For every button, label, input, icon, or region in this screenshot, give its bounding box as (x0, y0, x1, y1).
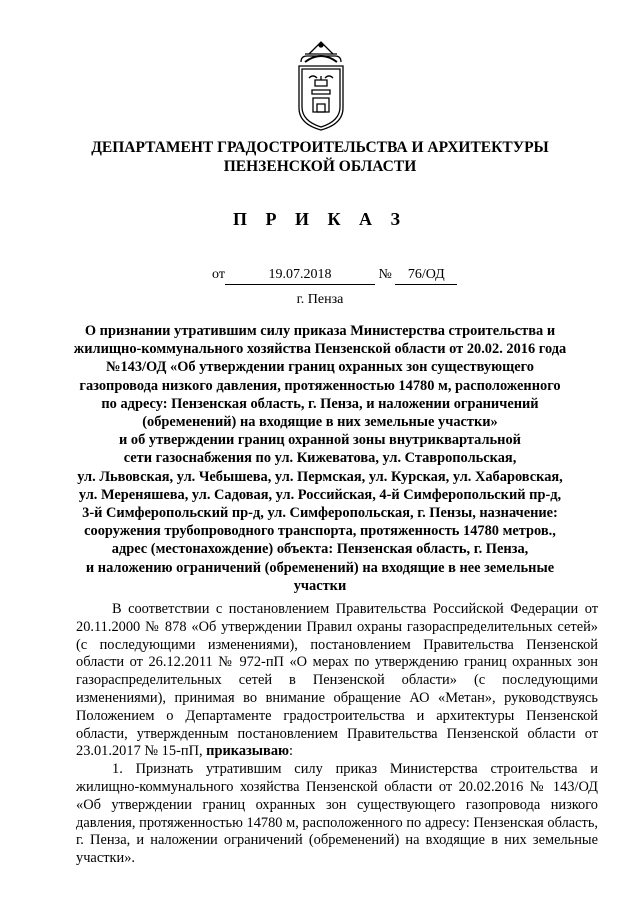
document-type: П Р И К А З (232, 209, 408, 229)
title-line: №143/ОД «Об утверждении границ охранных зон существующего (106, 359, 534, 376)
title-line: участки (293, 577, 347, 594)
document-body (76, 601, 598, 868)
date-number-line (212, 266, 457, 285)
department-line2: ПЕНЗЕНСКОЙ ОБЛАСТИ (223, 158, 417, 175)
document-date: 19.07.2018 (225, 266, 375, 285)
title-line: и наложению ограничений (обременений) на входящие в нее земельные (85, 559, 555, 576)
body-paragraph-2 (76, 761, 598, 868)
paragraph-text: В соответствии с постановлением Правительства Российской Федерации от 20.11.2000 № 878 «Об утверждении Правил охраны газораспределительных сетей» (с последующими изменениями), постановлением Правительства Пензенской области от 26.12.2011 № 972-пП «О мерах по утверждению границ охранных зон газораспределительных сетей в Пензенской области» (с последующими изменениями), принимая во внимание обращение АО «Метан», руководствуясь Положением о Департаменте градостроительства и архитектуры Пензенской области, утвержденным постановлением Правительства Пензенской области от 23.01.2017 № 15-пП, (76, 601, 598, 760)
title-line: адрес (местонахождение) объекта: Пензенская область, г. Пенза, (111, 541, 529, 558)
title-line: и об утверждении границ охранной зоны внутриквартальной (119, 432, 521, 449)
title-line: сооружения трубопроводного транспорта, протяженность 14780 метров., (84, 523, 556, 540)
city: г. Пенза (296, 292, 344, 307)
title-line: О признании утратившим силу приказа Министерства строительства и (84, 323, 556, 339)
title-line: сети газоснабжения по ул. Кижеватова, ул. Ставропольская, (123, 450, 517, 467)
title-line: ул. Львовская, ул. Чебышева, ул. Пермская, ул. Курская, ул. Хабаровская, (77, 468, 563, 485)
document-title (0, 322, 640, 595)
title-line: по адресу: Пензенская область, г. Пенза, и наложении ограничений (101, 395, 539, 412)
department-line1: ДЕПАРТАМЕНТ ГРАДОСТРОИТЕЛЬСТВА И АРХИТЕКТУРЫ (91, 139, 549, 156)
number-prefix: № (378, 267, 392, 282)
date-prefix: от (212, 267, 225, 282)
order-word: приказываю (206, 743, 290, 760)
title-line: (обременений) на входящие в них земельные участки» (142, 414, 498, 431)
coat-of-arms-icon (295, 40, 347, 132)
paragraph-text: 1. Признать утратившим силу приказ Министерства строительства и жилищно-коммунального хозяйства Пензенской области от 20.02.2016 № 143/ОД «Об утверждении границ охранных зон существующего газопровода низкого давления, протяженностью 14780 м, расположенного по адресу: Пензенская область, г. Пенза, и наложении ограничений (обременений) на входящие в них земельные участки». (76, 761, 598, 867)
document-number: 76/ОД (395, 266, 457, 285)
title-line: жилищно-коммунального хозяйства Пензенской области от 20.02. 2016 года (73, 341, 567, 358)
body-paragraph-1 (76, 601, 598, 761)
title-line: 3-й Симферопольский пр-д, ул. Симферопольская, г. Пензы, назначение: (82, 505, 558, 522)
title-line: ул. Мереняшева, ул. Садовая, ул. Российская, 4-й Симферопольский пр-д, (78, 486, 562, 503)
department-name (0, 138, 640, 176)
paragraph-end: : (289, 743, 294, 760)
title-line: газопровода низкого давления, протяженностью 14780 м, расположенного (79, 377, 561, 394)
